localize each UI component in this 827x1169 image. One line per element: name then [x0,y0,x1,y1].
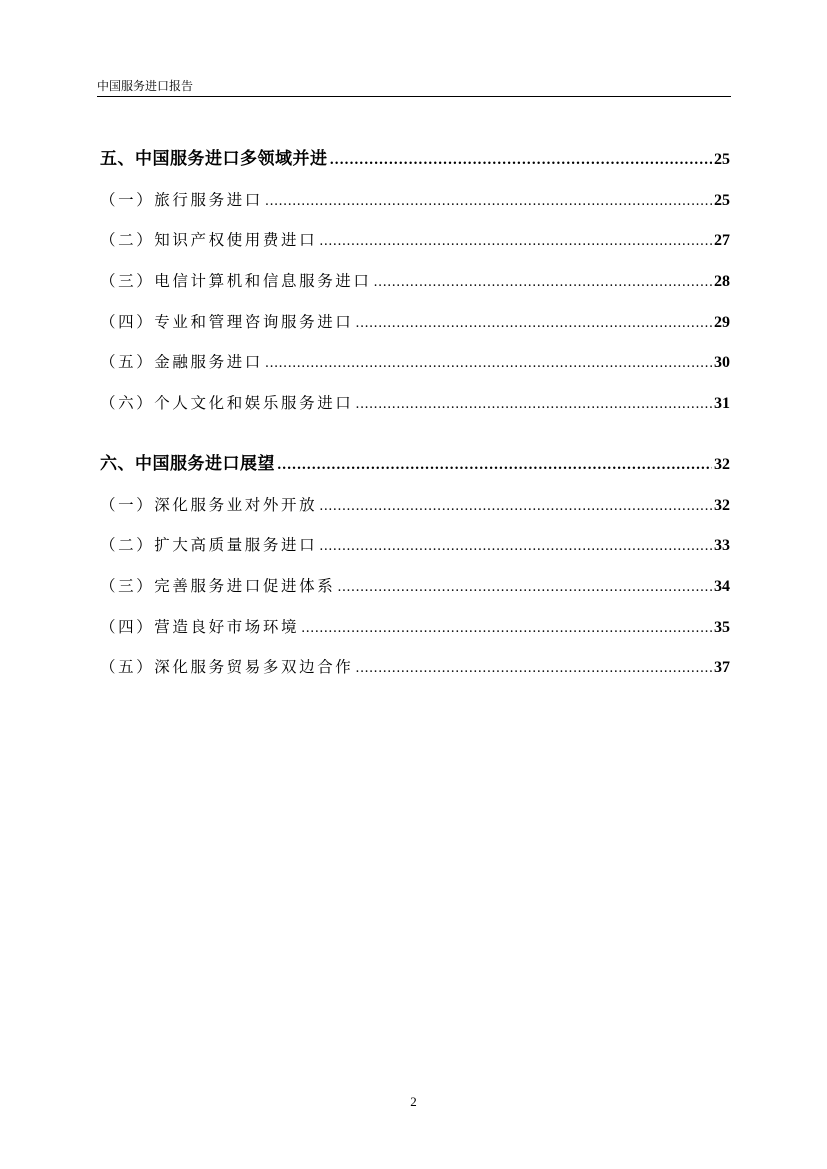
toc-page-number: 31 [714,395,730,413]
dot-leader [330,146,713,174]
toc-entry-title: （六）个人文化和娱乐服务进口 [100,394,354,413]
toc-page-number: 25 [714,151,730,168]
dot-leader [319,492,712,520]
toc-entry-title: （四）营造良好市场环境 [100,617,300,636]
toc-page-number: 25 [714,191,730,209]
toc-chapter-entry[interactable] [100,451,730,492]
toc-page-number: 34 [714,577,730,595]
dot-leader [265,187,712,215]
toc-entry[interactable] [100,309,730,350]
toc-entry[interactable] [100,268,730,309]
toc-entry[interactable] [100,573,730,614]
toc-page-number: 35 [714,618,730,636]
toc-page-number: 29 [714,313,730,331]
toc-page-number: 33 [714,537,730,555]
dot-leader [265,349,712,377]
table-of-contents [100,146,730,715]
toc-section [100,146,730,431]
toc-chapter-title: 六、中国服务进口展望 [100,453,275,474]
page-number: 2 [410,1094,417,1109]
toc-chapter-entry[interactable] [100,146,730,187]
toc-entry-title: （三）电信计算机和信息服务进口 [100,272,372,291]
toc-entry[interactable] [100,492,730,533]
toc-section [100,451,730,695]
toc-entry[interactable] [100,187,730,228]
toc-entry-title: （三）完善服务进口促进体系 [100,576,336,595]
toc-page-number: 32 [714,455,730,473]
toc-page-number: 30 [714,354,730,372]
dot-leader [277,451,712,479]
toc-page-number: 37 [714,659,730,677]
dot-leader [355,309,712,337]
toc-entry-title: （一）深化服务业对外开放 [100,495,318,514]
dot-leader [301,614,712,642]
toc-entry[interactable] [100,390,730,431]
dot-leader [319,532,712,560]
toc-page-number: 27 [714,232,730,250]
toc-entry[interactable] [100,614,730,655]
toc-entry-title: （五）金融服务进口 [100,353,263,372]
toc-page-number: 32 [714,496,730,514]
toc-entry[interactable] [100,227,730,268]
dot-leader [319,227,712,255]
dot-leader [374,268,712,296]
dot-leader [355,654,712,682]
toc-entry[interactable] [100,654,730,695]
toc-entry[interactable] [100,349,730,390]
toc-page-number: 28 [714,273,730,291]
toc-entry-title: （二）知识产权使用费进口 [100,231,318,250]
running-header: 中国服务进口报告 [97,79,194,93]
toc-entry-title: （一）旅行服务进口 [100,190,263,209]
toc-chapter-title: 五、中国服务进口多领域并进 [100,149,328,169]
dot-leader [355,390,712,418]
toc-entry[interactable] [100,532,730,573]
toc-entry-title: （二）扩大高质量服务进口 [100,536,318,555]
toc-entry-title: （五）深化服务贸易多双边合作 [100,658,354,677]
toc-entry-title: （四）专业和管理咨询服务进口 [100,312,354,331]
dot-leader [337,573,712,601]
header-rule [97,96,731,97]
